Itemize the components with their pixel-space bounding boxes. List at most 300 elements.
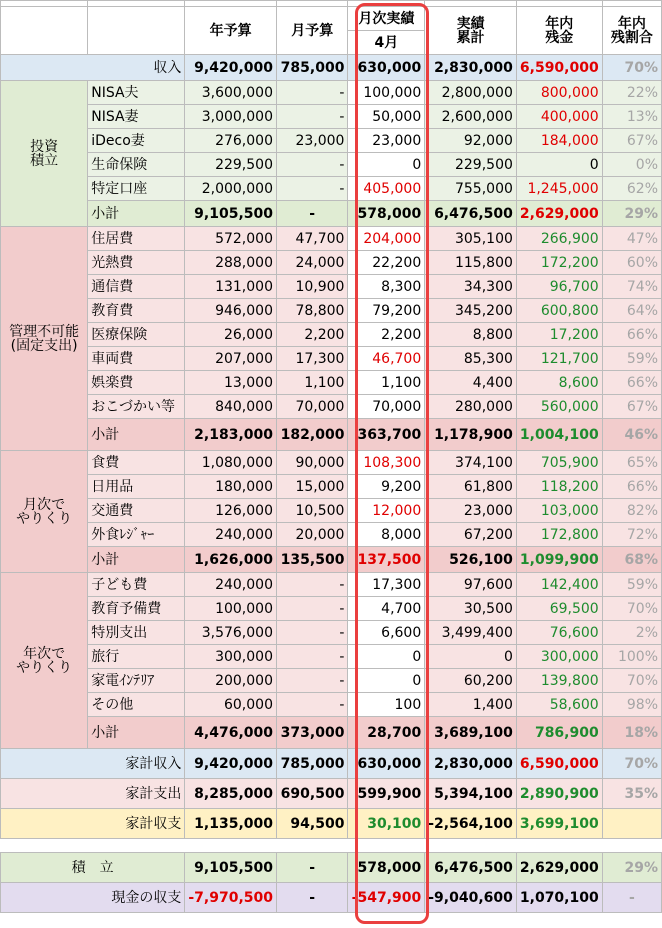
subtotal-row: [1, 419, 662, 451]
summary-cumulative[interactable]: 5,394,100: [425, 779, 517, 809]
remaining-ratio-header-line2: 残割合: [610, 29, 653, 46]
cell-monthly[interactable]: -: [276, 669, 347, 693]
subtotal-actual[interactable]: 28,700: [348, 717, 425, 749]
income-row: [1, 55, 662, 81]
table-row: [1, 669, 662, 693]
cell-remaining[interactable]: 139,800: [516, 669, 602, 693]
cell-actual[interactable]: 0: [348, 645, 425, 669]
monthly-actual-header[interactable]: 月次実績: [348, 7, 425, 31]
cell-monthly[interactable]: 23,000: [276, 129, 347, 153]
cell-annual[interactable]: 100,000: [185, 597, 277, 621]
cell-actual[interactable]: 23,000: [348, 129, 425, 153]
cell-annual[interactable]: 572,000: [185, 227, 277, 251]
header-blank[interactable]: [1, 7, 88, 55]
cell-actual[interactable]: 100,000: [348, 81, 425, 105]
cell-ratio[interactable]: 62%: [602, 177, 661, 201]
row-label[interactable]: 教育予備費: [88, 597, 185, 621]
cell-remaining[interactable]: 142,400: [516, 573, 602, 597]
table-row: [1, 621, 662, 645]
subtotal-annual[interactable]: 2,183,000: [185, 419, 277, 451]
footer-cumulative[interactable]: -9,040,600: [425, 883, 517, 913]
cell-monthly[interactable]: 10,900: [276, 275, 347, 299]
subtotal-ratio[interactable]: 68%: [602, 547, 661, 573]
cell-actual[interactable]: 50,000: [348, 105, 425, 129]
row-label[interactable]: 家電ｲﾝﾃﾘｱ: [88, 669, 185, 693]
cell-cumulative[interactable]: 280,000: [425, 395, 517, 419]
cell-cumulative[interactable]: 97,600: [425, 573, 517, 597]
cell-remaining[interactable]: 266,900: [516, 227, 602, 251]
income-actual[interactable]: 630,000: [348, 55, 425, 81]
row-label[interactable]: 旅行: [88, 645, 185, 669]
table-row: [1, 129, 662, 153]
cell-monthly[interactable]: -: [276, 597, 347, 621]
cell-monthly[interactable]: 20,000: [276, 523, 347, 547]
cell-cumulative[interactable]: 115,800: [425, 251, 517, 275]
group-label-line1: 年次で: [23, 645, 66, 662]
table-row: [1, 475, 662, 499]
subtotal-cumulative[interactable]: 1,178,900: [425, 419, 517, 451]
gap-cell: [276, 839, 347, 853]
row-label[interactable]: 光熱費: [88, 251, 185, 275]
cell-remaining[interactable]: 103,000: [516, 499, 602, 523]
table-row: [1, 395, 662, 419]
cell-annual[interactable]: 946,000: [185, 299, 277, 323]
summary-row-income: [1, 749, 662, 779]
cell-cumulative[interactable]: 1,400: [425, 693, 517, 717]
cell-ratio[interactable]: 70%: [602, 669, 661, 693]
cell-remaining[interactable]: 0: [516, 153, 602, 177]
cell-ratio[interactable]: 82%: [602, 499, 661, 523]
summary-ratio[interactable]: 70%: [602, 749, 661, 779]
remaining-header-line1: 年内: [545, 15, 574, 32]
cell-monthly[interactable]: -: [276, 177, 347, 201]
cell-annual[interactable]: 2,000,000: [185, 177, 277, 201]
summary-remaining[interactable]: 6,590,000: [516, 749, 602, 779]
cell-cumulative[interactable]: 67,200: [425, 523, 517, 547]
table-row: [1, 251, 662, 275]
cell-actual[interactable]: 46,700: [348, 347, 425, 371]
cell-annual[interactable]: 1,080,000: [185, 451, 277, 475]
summary-ratio[interactable]: 35%: [602, 779, 661, 809]
footer-cumulative[interactable]: 6,476,500: [425, 853, 517, 883]
gap-cell: [425, 839, 517, 853]
summary-monthly[interactable]: 785,000: [276, 749, 347, 779]
cell-annual[interactable]: 229,500: [185, 153, 277, 177]
gap-cell: [516, 839, 602, 853]
cell-ratio[interactable]: 64%: [602, 299, 661, 323]
cell-monthly[interactable]: 2,200: [276, 323, 347, 347]
row-label[interactable]: NISA妻: [88, 105, 185, 129]
cell-actual[interactable]: 17,300: [348, 573, 425, 597]
subtotal-row: [1, 717, 662, 749]
cell-monthly[interactable]: 78,800: [276, 299, 347, 323]
footer-actual[interactable]: -547,900: [348, 883, 425, 913]
cell-actual[interactable]: 12,000: [348, 499, 425, 523]
cell-cumulative[interactable]: 30,500: [425, 597, 517, 621]
cell-annual[interactable]: 60,000: [185, 693, 277, 717]
income-annual[interactable]: 9,420,000: [185, 55, 277, 81]
subtotal-cumulative[interactable]: 526,100: [425, 547, 517, 573]
cell-remaining[interactable]: 800,000: [516, 81, 602, 105]
footer-actual[interactable]: 578,000: [348, 853, 425, 883]
table-row: [1, 693, 662, 717]
cell-annual[interactable]: 13,000: [185, 371, 277, 395]
summary-annual[interactable]: 9,420,000: [185, 749, 277, 779]
gap-row: [1, 839, 662, 853]
subtotal-actual[interactable]: 137,500: [348, 547, 425, 573]
cell-cumulative[interactable]: 61,800: [425, 475, 517, 499]
table-row: [1, 371, 662, 395]
cell-ratio[interactable]: 59%: [602, 573, 661, 597]
summary-monthly[interactable]: 94,500: [276, 809, 347, 839]
gap-cell: [348, 839, 425, 853]
remaining-ratio-header[interactable]: [602, 7, 661, 55]
cell-remaining[interactable]: 600,800: [516, 299, 602, 323]
cell-actual[interactable]: 9,200: [348, 475, 425, 499]
row-label[interactable]: その他: [88, 693, 185, 717]
subtotal-monthly[interactable]: 373,000: [276, 717, 347, 749]
table-row: [1, 275, 662, 299]
footer-annual[interactable]: 9,105,500: [185, 853, 277, 883]
row-label[interactable]: 交通費: [88, 499, 185, 523]
cell-cumulative[interactable]: 8,800: [425, 323, 517, 347]
subtotal-label[interactable]: 小計: [88, 547, 185, 573]
monthly-budget-header[interactable]: 月予算: [276, 7, 347, 55]
cell-ratio[interactable]: 66%: [602, 323, 661, 347]
table-row: [1, 299, 662, 323]
subtotal-row: [1, 201, 662, 227]
row-label[interactable]: 娯楽費: [88, 371, 185, 395]
cell-monthly[interactable]: 90,000: [276, 451, 347, 475]
cell-annual[interactable]: 240,000: [185, 573, 277, 597]
cell-remaining[interactable]: 1,245,000: [516, 177, 602, 201]
header-row-1: [1, 7, 662, 31]
subtotal-remaining[interactable]: 2,629,000: [516, 201, 602, 227]
cell-annual[interactable]: 26,000: [185, 323, 277, 347]
row-label[interactable]: iDeco妻: [88, 129, 185, 153]
remaining-header-line2: 残金: [545, 29, 574, 46]
cell-remaining[interactable]: 172,200: [516, 251, 602, 275]
cell-remaining[interactable]: 17,200: [516, 323, 602, 347]
cell-ratio[interactable]: 2%: [602, 621, 661, 645]
row-label[interactable]: 車両費: [88, 347, 185, 371]
cell-actual[interactable]: 8,300: [348, 275, 425, 299]
cell-actual[interactable]: 0: [348, 153, 425, 177]
subtotal-actual[interactable]: 578,000: [348, 201, 425, 227]
table-row: [1, 153, 662, 177]
cell-cumulative[interactable]: 34,300: [425, 275, 517, 299]
table-row: [1, 81, 662, 105]
group-label-investment[interactable]: [1, 81, 88, 227]
cell-actual[interactable]: 4,700: [348, 597, 425, 621]
cell-remaining[interactable]: 58,600: [516, 693, 602, 717]
summary-actual[interactable]: 599,900: [348, 779, 425, 809]
row-label[interactable]: 教育費: [88, 299, 185, 323]
subtotal-ratio[interactable]: 46%: [602, 419, 661, 451]
summary-actual[interactable]: 630,000: [348, 749, 425, 779]
cell-cumulative[interactable]: 345,200: [425, 299, 517, 323]
group-label-line1: 投資: [30, 138, 59, 155]
cell-monthly[interactable]: -: [276, 693, 347, 717]
cell-remaining[interactable]: 121,700: [516, 347, 602, 371]
group-label-annual[interactable]: [1, 573, 88, 749]
cell-ratio[interactable]: 74%: [602, 275, 661, 299]
table-row: [1, 323, 662, 347]
subtotal-annual[interactable]: 4,476,000: [185, 717, 277, 749]
cell-monthly[interactable]: -: [276, 105, 347, 129]
cell-cumulative[interactable]: 92,000: [425, 129, 517, 153]
cell-ratio[interactable]: 22%: [602, 81, 661, 105]
cell-annual[interactable]: 180,000: [185, 475, 277, 499]
cell-actual[interactable]: 8,000: [348, 523, 425, 547]
cell-ratio[interactable]: 72%: [602, 523, 661, 547]
table-row: [1, 451, 662, 475]
footer-monthly[interactable]: -: [276, 853, 347, 883]
subtotal-actual[interactable]: 363,700: [348, 419, 425, 451]
row-label[interactable]: 特別支出: [88, 621, 185, 645]
cell-cumulative[interactable]: 4,400: [425, 371, 517, 395]
row-label[interactable]: 医療保険: [88, 323, 185, 347]
cell-monthly[interactable]: 70,000: [276, 395, 347, 419]
table-row: [1, 523, 662, 547]
group-label-line2: やりくり: [16, 510, 73, 527]
cell-actual[interactable]: 6,600: [348, 621, 425, 645]
cell-monthly[interactable]: -: [276, 81, 347, 105]
row-label[interactable]: 食費: [88, 451, 185, 475]
cell-ratio[interactable]: 0%: [602, 153, 661, 177]
table-row: [1, 499, 662, 523]
cell-cumulative[interactable]: 60,200: [425, 669, 517, 693]
cell-monthly[interactable]: 17,300: [276, 347, 347, 371]
row-label[interactable]: 住居費: [88, 227, 185, 251]
subtotal-remaining[interactable]: 1,099,900: [516, 547, 602, 573]
cell-cumulative[interactable]: 85,300: [425, 347, 517, 371]
subtotal-monthly[interactable]: 135,500: [276, 547, 347, 573]
subtotal-remaining[interactable]: 1,004,100: [516, 419, 602, 451]
summary-label[interactable]: 家計支出: [1, 779, 185, 809]
table-row: [1, 177, 662, 201]
cell-cumulative[interactable]: 2,600,000: [425, 105, 517, 129]
cell-annual[interactable]: 288,000: [185, 251, 277, 275]
subtotal-annual[interactable]: 1,626,000: [185, 547, 277, 573]
summary-label[interactable]: 家計収支: [1, 809, 185, 839]
cell-cumulative[interactable]: 2,800,000: [425, 81, 517, 105]
summary-annual[interactable]: 8,285,000: [185, 779, 277, 809]
cell-cumulative[interactable]: 374,100: [425, 451, 517, 475]
cell-ratio[interactable]: 67%: [602, 129, 661, 153]
income-remaining[interactable]: 6,590,000: [516, 55, 602, 81]
group-label-monthly[interactable]: [1, 451, 88, 573]
summary-annual[interactable]: 1,135,000: [185, 809, 277, 839]
row-label[interactable]: NISA夫: [88, 81, 185, 105]
remaining-header[interactable]: [516, 7, 602, 55]
cell-annual[interactable]: 3,000,000: [185, 105, 277, 129]
cumulative-header[interactable]: [425, 7, 517, 55]
subtotal-label[interactable]: 小計: [88, 717, 185, 749]
cell-remaining[interactable]: 8,600: [516, 371, 602, 395]
cell-actual[interactable]: 1,100: [348, 371, 425, 395]
footer-ratio[interactable]: -: [602, 883, 661, 913]
cell-actual[interactable]: 70,000: [348, 395, 425, 419]
cell-remaining[interactable]: 172,800: [516, 523, 602, 547]
subtotal-ratio[interactable]: 18%: [602, 717, 661, 749]
summary-row-balance: [1, 809, 662, 839]
cell-remaining[interactable]: 118,200: [516, 475, 602, 499]
cell-cumulative[interactable]: 23,000: [425, 499, 517, 523]
footer-row-savings: [1, 853, 662, 883]
group-label-line1: 月次で: [23, 496, 66, 513]
footer-remaining[interactable]: 2,629,000: [516, 853, 602, 883]
table-row: [1, 227, 662, 251]
cell-annual[interactable]: 126,000: [185, 499, 277, 523]
cumulative-header-line1: 実績: [456, 15, 485, 32]
cell-cumulative[interactable]: 229,500: [425, 153, 517, 177]
row-label[interactable]: おこづかい等: [88, 395, 185, 419]
table-row: [1, 573, 662, 597]
cell-actual[interactable]: 22,200: [348, 251, 425, 275]
row-label[interactable]: 子ども費: [88, 573, 185, 597]
month-header[interactable]: 4月: [348, 31, 425, 55]
cell-annual[interactable]: 276,000: [185, 129, 277, 153]
cell-monthly[interactable]: 47,700: [276, 227, 347, 251]
cell-monthly[interactable]: 24,000: [276, 251, 347, 275]
cell-cumulative[interactable]: 3,499,400: [425, 621, 517, 645]
subtotal-monthly[interactable]: 182,000: [276, 419, 347, 451]
table-row: [1, 645, 662, 669]
summary-row-expense: [1, 779, 662, 809]
subtotal-cumulative[interactable]: 6,476,500: [425, 201, 517, 227]
cell-remaining[interactable]: 300,000: [516, 645, 602, 669]
cell-ratio[interactable]: 70%: [602, 597, 661, 621]
cell-ratio[interactable]: 47%: [602, 227, 661, 251]
cell-remaining[interactable]: 96,700: [516, 275, 602, 299]
cell-actual[interactable]: 100: [348, 693, 425, 717]
row-label[interactable]: 日用品: [88, 475, 185, 499]
footer-ratio[interactable]: 29%: [602, 853, 661, 883]
table-row: [1, 597, 662, 621]
summary-monthly[interactable]: 690,500: [276, 779, 347, 809]
cell-annual[interactable]: 300,000: [185, 645, 277, 669]
subtotal-ratio[interactable]: 29%: [602, 201, 661, 227]
gap-cell: [1, 839, 88, 853]
row-label[interactable]: 生命保険: [88, 153, 185, 177]
cell-monthly[interactable]: 15,000: [276, 475, 347, 499]
cell-actual[interactable]: 2,200: [348, 323, 425, 347]
gap-cell: [602, 839, 661, 853]
cell-remaining[interactable]: 76,600: [516, 621, 602, 645]
subtotal-label[interactable]: 小計: [88, 201, 185, 227]
group-label-line2: (固定支出): [10, 337, 78, 354]
cell-cumulative[interactable]: 0: [425, 645, 517, 669]
footer-annual[interactable]: -7,970,500: [185, 883, 277, 913]
income-cumulative[interactable]: 2,830,000: [425, 55, 517, 81]
footer-remaining[interactable]: 1,070,100: [516, 883, 602, 913]
cell-ratio[interactable]: 67%: [602, 395, 661, 419]
group-label-line2: 積立: [30, 152, 59, 169]
cell-ratio[interactable]: 59%: [602, 347, 661, 371]
cell-annual[interactable]: 207,000: [185, 347, 277, 371]
subtotal-monthly[interactable]: -: [276, 201, 347, 227]
cell-annual[interactable]: 240,000: [185, 523, 277, 547]
summary-remaining[interactable]: 2,890,900: [516, 779, 602, 809]
footer-monthly[interactable]: -: [276, 883, 347, 913]
group-label-line1: 管理不可能: [9, 323, 80, 340]
summary-ratio[interactable]: [602, 809, 661, 839]
table-row: [1, 347, 662, 371]
subtotal-label[interactable]: 小計: [88, 419, 185, 451]
group-label-line2: やりくり: [16, 659, 73, 676]
summary-label[interactable]: 家計収入: [1, 749, 185, 779]
cell-remaining[interactable]: 184,000: [516, 129, 602, 153]
subtotal-annual[interactable]: 9,105,500: [185, 201, 277, 227]
cell-ratio[interactable]: 65%: [602, 451, 661, 475]
remaining-ratio-header-line1: 年内: [617, 15, 646, 32]
annual-budget-header[interactable]: 年予算: [185, 7, 277, 55]
cell-remaining[interactable]: 560,000: [516, 395, 602, 419]
cell-monthly[interactable]: 10,500: [276, 499, 347, 523]
summary-actual[interactable]: 30,100: [348, 809, 425, 839]
cell-monthly[interactable]: -: [276, 153, 347, 177]
cell-monthly[interactable]: -: [276, 573, 347, 597]
cell-annual[interactable]: 200,000: [185, 669, 277, 693]
row-label[interactable]: 通信費: [88, 275, 185, 299]
summary-remaining[interactable]: 3,699,100: [516, 809, 602, 839]
cell-monthly[interactable]: -: [276, 621, 347, 645]
footer-label[interactable]: 積 立: [1, 853, 185, 883]
footer-row-cash: [1, 883, 662, 913]
income-monthly[interactable]: 785,000: [276, 55, 347, 81]
cell-remaining[interactable]: 705,900: [516, 451, 602, 475]
subtotal-row: [1, 547, 662, 573]
cell-monthly[interactable]: 1,100: [276, 371, 347, 395]
cell-remaining[interactable]: 400,000: [516, 105, 602, 129]
cell-actual[interactable]: 405,000: [348, 177, 425, 201]
group-label-fixed[interactable]: [1, 227, 88, 451]
footer-label[interactable]: 現金の収支: [1, 883, 185, 913]
gap-cell: [185, 839, 277, 853]
cell-annual[interactable]: 840,000: [185, 395, 277, 419]
summary-cumulative[interactable]: 2,830,000: [425, 749, 517, 779]
cell-actual[interactable]: 0: [348, 669, 425, 693]
cell-actual[interactable]: 204,000: [348, 227, 425, 251]
cell-annual[interactable]: 3,576,000: [185, 621, 277, 645]
cell-ratio[interactable]: 66%: [602, 475, 661, 499]
cell-ratio[interactable]: 100%: [602, 645, 661, 669]
row-label[interactable]: 特定口座: [88, 177, 185, 201]
cell-ratio[interactable]: 60%: [602, 251, 661, 275]
subtotal-remaining[interactable]: 786,900: [516, 717, 602, 749]
cell-annual[interactable]: 131,000: [185, 275, 277, 299]
cell-annual[interactable]: 3,600,000: [185, 81, 277, 105]
cell-remaining[interactable]: 69,500: [516, 597, 602, 621]
cell-actual[interactable]: 79,200: [348, 299, 425, 323]
subtotal-cumulative[interactable]: 3,689,100: [425, 717, 517, 749]
row-label[interactable]: 外食ﾚｼﾞｬｰ: [88, 523, 185, 547]
cell-ratio[interactable]: 13%: [602, 105, 661, 129]
cell-monthly[interactable]: -: [276, 645, 347, 669]
cell-actual[interactable]: 108,300: [348, 451, 425, 475]
cell-cumulative[interactable]: 755,000: [425, 177, 517, 201]
header-blank[interactable]: [88, 7, 185, 55]
income-ratio[interactable]: 70%: [602, 55, 661, 81]
cell-ratio[interactable]: 66%: [602, 371, 661, 395]
cell-ratio[interactable]: 98%: [602, 693, 661, 717]
gap-cell: [88, 839, 185, 853]
summary-cumulative[interactable]: -2,564,100: [425, 809, 517, 839]
cell-cumulative[interactable]: 305,100: [425, 227, 517, 251]
cumulative-header-line2: 累計: [456, 29, 485, 46]
income-label[interactable]: 収入: [1, 55, 185, 81]
